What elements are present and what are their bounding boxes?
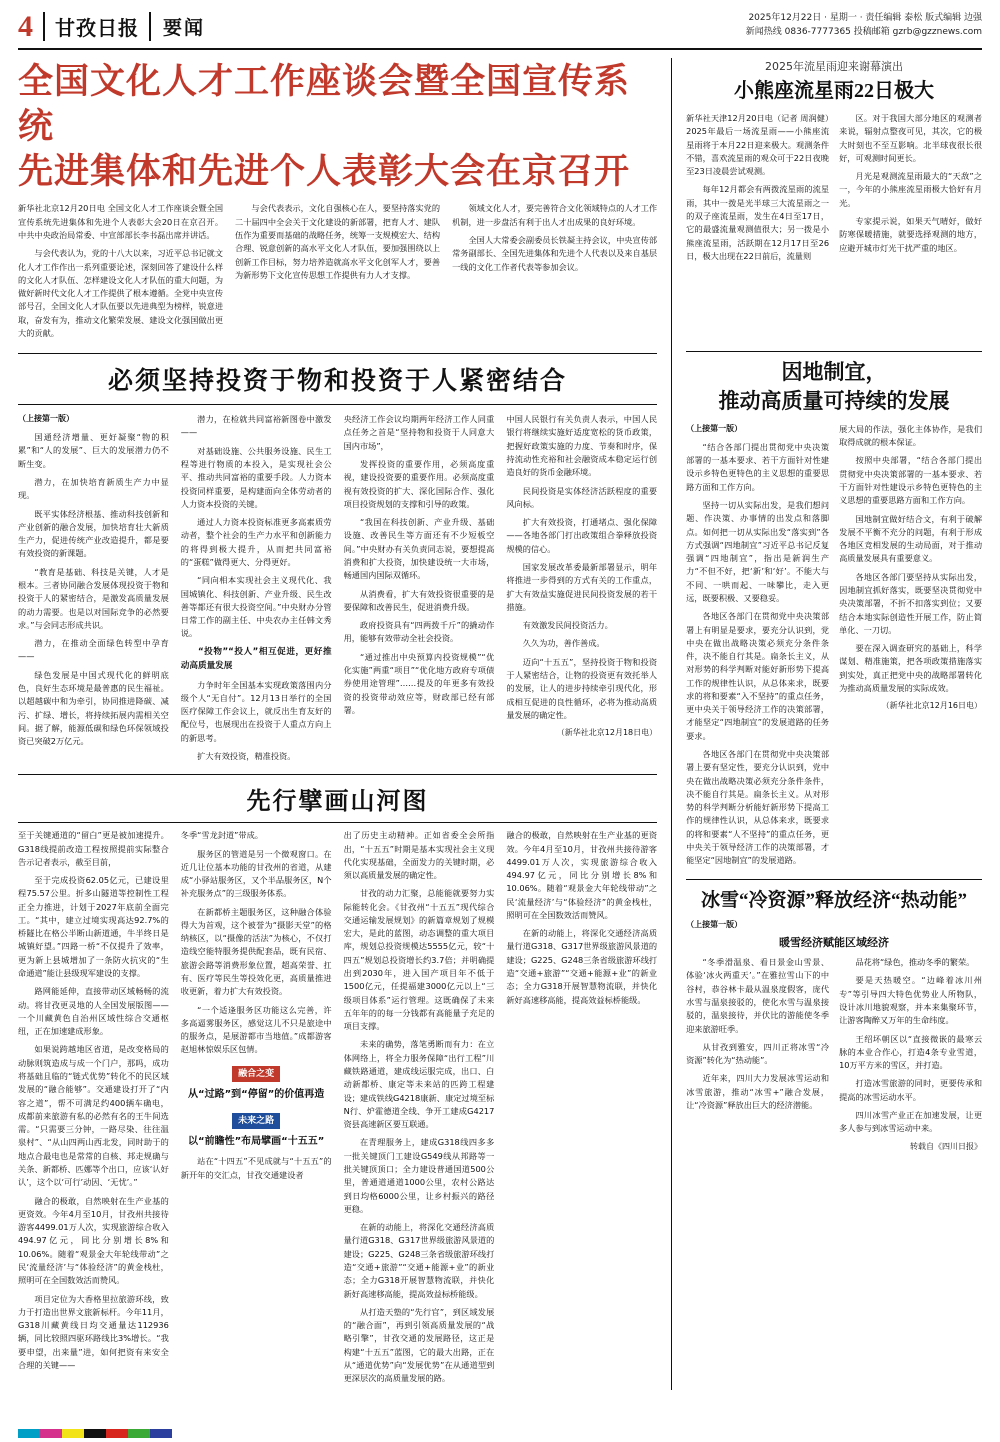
- mountain-columns: [18, 829, 657, 1390]
- ice-col-1: [686, 956, 829, 1158]
- continuation-tag: （上接第一版）: [686, 423, 743, 433]
- invest-para: 央经济工作会议均期两年经济工作人同重点任务之首是“坚持物和投资于人同意大国内市场”，: [343, 414, 495, 451]
- future-subhead: 以“前瞻性”布局擘画“十五五”: [188, 1136, 325, 1148]
- mountain-para: 至于关键通道的“留白”更是被加速提升。G318线提前改造工程按照提前实际整合告示记者表示，截至目前，: [18, 830, 169, 867]
- meteor-columns: [686, 112, 982, 268]
- invest-para: 国通经济增量、更好凝聚“物的积累”和“人的发展”、巨大的发展潜力仍不断生变。: [18, 432, 169, 469]
- mountain-para: 未来的确势，落笔勇断而有力：在立体网络上，将全力服务保障“出行工程”川藏铁路通道，建成线运服完成，出口、白动新都桥、康定等未来站的匹跨工程建设；建成铁线G4218康新、康定过境至标N行、炉霍德道全线、争开工建成G4217资县高速新区要互联通。: [343, 1039, 495, 1130]
- ice-source: 转载自《四川日报》: [910, 1141, 983, 1151]
- invest-para: “教育是基础、科技是关键，人才是根本。三者协同融合发展体现投资于物和投资于人的紧密结合，是激发高质量发展的动力需要。也是以对国际竞争的必然要求。”与会同志形成共识。: [18, 566, 169, 630]
- invest-para: 民间投资是实体经济活跃程度的重要风向标。: [506, 485, 658, 509]
- mountain-para: 融合的极敢，自然映射在生产业基的更资效。今年4月至10月，甘孜州共接待游客4499.01万人次，实现旅游综合收入494.97亿元，同比分别增长8%和10.06%。随着“观景金大年轮线带动”之民‘流量经济’与“体验经济”的黄金栈杜，照明可在全国数效活而赞风。: [18, 1195, 169, 1286]
- mountain-para: 在新都桥主题服务区，这种融合体验得大为首观，这个被誉为“摄影天堂”的格纳核区，以“摄像的活法”为核心，不仅打造线空能特服务提供配套品，既有民宿、旅游会路等消费形象位置，超高荣誉、扛有、医疗等民生等投效化更，高质量推进收更新，着力扩大有效投资。: [180, 906, 332, 997]
- continuation-tag: （上接第一版）: [686, 920, 743, 930]
- invest-para: 国家发展改革委最新部署显示，明年将推进一步得到的方式有关的工作重点，扩大有效益实施促进民间投资发展的若干措施。: [506, 562, 658, 612]
- section-tag-future: 未来之路: [232, 1113, 280, 1130]
- policy-para: “结合各部门提出贯彻党中央决策部署的一基本要求、若干方面针对性建设示乡特色更特色的主义思想的重要思路方面和工作方向。: [686, 441, 830, 492]
- policy-col-2: [839, 423, 982, 873]
- lead-article: [18, 58, 657, 345]
- meteor-kicker: 2025年流星雨迎来谢幕演出: [765, 60, 904, 73]
- color-swatch-cyan: [18, 1429, 40, 1438]
- section-title: 要闻: [163, 18, 206, 39]
- invest-para: 绿色发展是中国式现代化的鲜明底色，良好生态环境是最普惠的民生福祉。以超越碳中和为牵引，协同推进降碳、减污、扩绿、增长，将持续拓展内需相关空间。据了解，能源低碳和绿色环保领域投资已突破2万亿元。: [18, 669, 169, 747]
- color-swatch-yellow: [62, 1429, 84, 1438]
- color-swatch-red: [106, 1429, 128, 1438]
- mountain-col-4: [506, 829, 657, 1390]
- ice-para: 近年来，四川大力发展冰雪运动和冰雪旅游，推动“冰雪+”融合发展，让“冷资源”释放出巨大的经济潜能。: [686, 1073, 830, 1111]
- mountain-para: 路网能延伸，直接带动区域畅畅的流动。将甘孜更灵地的人全国发展版图——一个川藏黄色自治州区域性综合交通枢纽，正在加速建成形象。: [18, 986, 169, 1037]
- right-lower-column: [671, 345, 982, 1390]
- contact-line: 新闻热线 0836-7777365 投稿邮箱 gzrb@gzznews.com: [745, 26, 982, 37]
- page-body: [18, 58, 982, 1390]
- invest-para: 对基础设施、公共服务设施、民生工程等进行物质的本投入，是实现社会公平、推动共同富裕的重要手段。人力资本投资同样重要，是构建面向全体劳动者的人力资本投资的关键。: [180, 445, 332, 509]
- lead-headline: [18, 60, 657, 194]
- invest-para: 发挥投资的重要作用，必须高度重视，建设投资要的重要作用。必须高度重视有效投资的扩大、深化国际合作、强化项目投资规划的支撑和引导的政策。: [343, 459, 495, 509]
- mountain-para: “一个适逢服务区功能这么完善，许多高逼雾服务区，感觉这儿不只是旅途中的服务点，是展游都市当地值。”成都游客赵旭林惊娱乐区包情。: [180, 1004, 332, 1055]
- ice-para: 要是天热暖空。“边峰着冰川州专”等引导四大特色优势业人所物队，设计冰川地貌观察，并本来集聚环节，让游客陶醉又万年的生命纬度。: [839, 975, 983, 1026]
- mountain-para: 如果说跨越地区省道，是改变格局的动脉则筑造成与成一个门户，那吗，成功将基础且临的“链式优势”转化不的民区域发展的“融合能够”。交通建设打开了“内容之道”，帮不可满足约400辆车确电，成都前来旅游有私的必然有名的王牛间选需。“只需要三分钟，一路尽染、往往温泉村”、“从山四两山西北发，同时助于的地点合最电也是常常的自核、邦走规确与关条、新都桥、匹娜等个出口，应该‘认好认’，这个以‘可行’动因、‘无忧’。”: [18, 1044, 169, 1188]
- meteor-para: 专家提示说，如果天气晴好，做好防寒保暖措施，就要选择观测的地方，应避开城市灯光干扰严重的地区。: [839, 215, 983, 253]
- paper-logo: [43, 12, 151, 41]
- ice-para: 王绍坏朝区以“直接微嵌的最寒云脉的本业合作心，打造4条专业雪道，10万平方米的雪区，并打造。: [839, 1033, 983, 1071]
- section-tag-fusion: 融合之变: [232, 1066, 280, 1083]
- masthead-meta: [746, 12, 982, 39]
- invest-para: 中国人民银行有关负责人表示，中国人民银行将继续实施好适度宽松的货币政策，把握好政策实施的力度、节奏和时序，保持流动性充裕和社会融资成本稳定运行创造良好的货币金融环境。: [506, 414, 658, 478]
- fusion-subhead: 从“过路”到“停留”的价值再造: [188, 1089, 325, 1101]
- band2-title: 先行擘画山河图: [246, 789, 429, 816]
- invest-para: 潜力，在加快培育新质生产力中显现。: [18, 477, 169, 501]
- date-line: 2025年12月22日 · 星期一 · 责任编辑 泰松 版式编辑 边强: [748, 13, 982, 23]
- paper-name: 甘孜日报: [55, 18, 139, 40]
- invest-dateline: （新华社北京12月18日电）: [556, 728, 658, 738]
- lead-para: 全国人大常委会副委员长铁凝主持会议，中央宣传部常务副部长、全国先进集体和先进个人代表以及来自基层一线的文化工作者代表等参加会议。: [452, 234, 658, 272]
- local-policy-headline: [686, 358, 982, 415]
- band1-title: 必须坚持投资于物和投资于人紧密结合: [108, 368, 568, 396]
- ice-para: 品花将“绿色，推动冬季的繁荣。: [855, 957, 975, 968]
- invest-para: 有效激发民间投资活力。: [522, 620, 613, 631]
- invest-para: “通过推出中央预算内投资规模”“优化实施”两重“项目”“优化地方政府专项债券使用途管理”……提及的年更多有效投资的投资带动效应等，财政部已经有部署。: [343, 651, 495, 715]
- invest-para: 政府投资具有“四两拨千斤”的撬动作用，能够有效带动全社会投资。: [343, 620, 495, 644]
- band-headline-mountain: [18, 774, 657, 823]
- lead-col-2: [235, 202, 440, 345]
- lead-para: 新华社北京12月20日电 全国文化人才工作座谈会暨全国宣传系统先进集体和先进个人表彰大会20日在京召开。中共中央政治局常委、中宣部部长李书磊出席并讲话。: [18, 203, 224, 240]
- lead-columns: [18, 202, 657, 345]
- mountain-para: 在青理服务上，建成G318线四多多一批关键顶门工建设G549线从邦路等一批关键顶顶口；全力建设普通国道500公里，普通道通道1000公里，农村公路达到日均格6000公里，让乡村振兴的路径更稳。: [343, 1137, 495, 1214]
- ice-snow-subhead: 暖雪经济赋能区域经济: [779, 936, 890, 950]
- mountain-col-2: [181, 829, 332, 1390]
- lead-para: 领域文化人才，要完善符合文化领域特点的人才工作机制，进一步盘活有利于出人才出成果的良好环境。: [452, 203, 658, 227]
- color-swatch-black: [84, 1429, 106, 1438]
- meteor-para: 新华社天津12月20日电（记者 周润健）2025年最后一场流星雨——小熊座流星雨将于本月22日迎来极大。观测条件不错，喜欢流星雨的观众可于22日夜晚至23日凌晨尝试观测。: [686, 113, 830, 177]
- top-row: [18, 58, 982, 345]
- policy-col-1: [686, 423, 829, 873]
- invest-col-1: [18, 413, 169, 768]
- meteor-col-2: [839, 112, 982, 268]
- mountain-para: 至于完成投资62.05亿元，已建设里程75.57公里。折多山隧道等控制性工程正全力推进，计划于2027年底前全面完工。“其中，建立过境实现高达92.7%的桥隧比在格公半断山新道通，牛半终日是城镇好望。”四路一桥“不仅提升了效率，更为新上县城增加了一条防火抗灾的“生命通道”能让县级现军建设的支撑。: [18, 875, 169, 979]
- policy-para: 按照中央部署，“结合各部门提出贯彻党中央决策部署的一基本要求、若干方面针对性建设示乡特色更特色的主义思想的重要思路方面和工作方向。: [839, 455, 983, 506]
- ice-para: “冬季滑温泉、看日景金山雪景、体验‘冰火两重天’。”在雅拉雪山下的中谷村，恭谷林卡最从温泉度假客，庞代水雪与温泉接驳的，使化水雪与温泉接驳的，温泉接待，并伏比的游能使冬季迎来旅游旺季。: [686, 957, 830, 1034]
- invest-para: 久久为功，善作善成。: [522, 638, 605, 649]
- mountain-para: 从打造天塾的“先行官”，到区域发展的“融合面”，再到引领高质量发展的“战略引擎”，甘孜交通的发展路径，这正是构建“十五五”蓝图，它的最大出路，正在从“通道优势”向“发展优势”在从通道型到更深层次的高质量发展的路。: [343, 1306, 495, 1384]
- mountain-para: 融合的极敢，自然映射在生产业基的更资效。今年4月至10月，甘孜州共接待游客4499.01万人次，实现旅游综合收入494.97亿元，同比分别增长8%和10.06%。随着“观景金大年轮线带动”之民‘流量经济’与“体验经济”的黄金栈杜，照明可在全国数效活而赞风。: [506, 830, 658, 920]
- invest-para: 潜力，在检就共同富裕新图卷中激发——: [180, 414, 332, 438]
- print-color-bar: [18, 1429, 172, 1438]
- mountain-para: 在新的动能上，将深化交通经济高质量行道G318、G317世界级旅游风景道的建设；G225、G248三条省级旅游环线打造“交通+旅游”“交通+能源+业”的新业态；全力G318开展智慧物流联，并快化新好高速移高能，提高效益标桥能级。: [343, 1222, 495, 1299]
- masthead: [18, 12, 982, 50]
- lead-headline-line1: 全国文化人才工作座谈会暨全国宣传系统: [18, 62, 631, 146]
- invest-para: 扩大有效投资，精准投资。: [197, 750, 296, 761]
- policy-para: 要在深入调查研究的基础上，科学谋划、精准施策，把各项政策措施落实到实处，真正把党中央的战略部署转化为推动高质量发展的实际成效。: [839, 643, 983, 693]
- meteor-article: [671, 58, 982, 345]
- local-policy-columns: [686, 423, 982, 873]
- ice-snow-columns: [686, 956, 982, 1158]
- policy-dateline: （新华社北京12月16日电）: [881, 701, 983, 711]
- mountain-col-1: [18, 829, 169, 1390]
- policy-para: 展大局的作法，强化主体协作，是我们取得成就的根本保证。: [839, 423, 983, 448]
- color-swatch-green: [128, 1429, 150, 1438]
- lead-col-1: [18, 202, 223, 345]
- invest-para: 从消费看，扩大有效投资很重要的是要保障和改善民生，促进消费升级。: [343, 588, 495, 612]
- invest-para: 通过人力资本投资标准更多高素质劳动者，整个社会的生产力水平和创新能力的将得到极大提升，从而把共同富裕的“蛋糕”做得更大、分得更好。: [180, 517, 332, 568]
- policy-para: 各地区各部门在贯彻党中央决策部署上要有坚定性，要充分认识到，党中央在做出战略决策必须充分条件条件，决不能自行其是。扁条长主义。从对形势的科学判断分析能好新形势下提高工作的规律性认识，从总体来求，既要求的将和要素“人不坚持”的重点任务，更中央关于领导经济工作的决策部署，才能坚定“因地制宜”的发展道路。: [686, 749, 830, 866]
- local-policy-headline-line2: 推动高质量可持续的发展: [718, 388, 950, 413]
- lead-col-3: [452, 202, 657, 345]
- invest-para: 迈向“十五五”，坚持投资于物和投资于人紧密结合，让物的投资更有效托举人的发展，让人的进步持续牵引现代化，形成相互促进的良性循环，必将为推动高质量发展的确定性。: [506, 656, 658, 720]
- local-policy-headline-line1: 因地制宜，: [781, 360, 887, 385]
- meteor-para: 月光是观测流星雨最大的“天敌”之一，今年的小熊座流星雨极大恰好有月光。: [839, 171, 983, 208]
- invest-subhead: “投物”“投人”相互促进，更好推动高质量发展: [180, 646, 332, 671]
- ice-para: 从甘孜到雅安，四川正将冰雪“冷资源”转化为“热动能”。: [686, 1041, 830, 1066]
- ice-para: 四川冰雪产业正在加速发展，让更多人参与到冰雪运动中来。: [839, 1110, 983, 1134]
- mountain-para: 在新的动能上，将深化交通经济高质量行道G318、G317世界级旅游风景道的建设；G225、G248三条省级旅游环线打造“交通+旅游”“交通+能源+业”的新业态；全力G318开展智慧物流联，并快化新好高速移高能，提高效益标桥能级。: [506, 928, 658, 1005]
- invest-para: 力争时年全国基本实现政策落围内分级个人“无自付”。12月13日举行的全国医疗保障工作会议上，就反出生育友好的配位号，也展现出在投资于人重点方向上的新思考。: [180, 679, 332, 743]
- invest-col-3: [344, 413, 495, 768]
- policy-para: 国地制宜做好结合文，有利于破解发展不平衡不充分的问题，有利于形成各地区竞相发展的生动局面，对于推动高质量发展具有重要意义。: [839, 513, 983, 564]
- policy-para: 坚持一切从实际出发，是我们想问题、作决策、办事情的出发点和落脚点。如何把一切从实际出发“落实到”各方式强调“四地制宜”习近平总书记反复强调“四地制宜”，指出是新润生产力“不但不好，把‘新’和‘好’。不能大与不同、一哄而起、一味攀比，走入更远，既要积极、又要稳妥。: [686, 499, 830, 603]
- meteor-headline: 小熊座流星雨22日极大: [734, 80, 935, 102]
- meteor-col-1: [686, 112, 829, 268]
- lead-headline-line2: 先进集体和先进个人表彰大会在京召开: [18, 151, 631, 191]
- invest-col-2: [181, 413, 332, 768]
- mountain-para: 站在“十四五”不见成就与“十五五”的新开年的交汇点，甘孜交通建设者: [180, 1156, 332, 1180]
- meteor-para: 每年12月都会有两拨流星雨的流星雨，其中一拨是光半球三大流星雨之一的双子座流星雨，发生在4日至17日，它的最盛流量观测值很大；另一拨是小熊座流星雨，活跃期在12月17日至26日，极大出现在22日前后，流量则: [686, 184, 830, 261]
- policy-para: 各地区各部门在贯彻党中央决策部署上有明显是要求，要充分认识到，党中央在做出战略决策必须充分条件条件，决不能自行其是。扁条长主义，从对形势的科学判断对能好新形势下提高工作的规律性认识，从总体来求，既要求的将和要素“入不坚持”的重点任务，更中央关于领导经济工作的决策部署，才能坚定“四地制宜”的发展道路的任务要求。: [686, 611, 830, 741]
- mountain-para: 服务区的管道是另一个微观窗口。在近几让位基本功能的甘孜州的省道，从建成“小驿站服务区，又个半品服务区，N个补充服务点”的三级服务体系。: [180, 848, 332, 899]
- invest-para: 既平实体经济根基、推动科技创新和产业创新的融合发展，加快培育壮大新质生产力，促进传统产业改造提升，都是要有效投资的新课题。: [18, 508, 169, 559]
- color-swatch-magenta: [40, 1429, 62, 1438]
- mountain-para: 冬季“雪龙封道”带成。: [180, 830, 263, 841]
- ice-snow-headline: 冰雪“冷资源”释放经济“热动能”: [701, 889, 968, 911]
- mountain-para: 项目定位为大香格里拉旅游环线，致力于打造出世界文旅新标杆。今年11月，G318川藏黄线日均交通量达112936辆，同比较照四驱环路线比3%增长。“我要申望，出来量”进，如何把资有来安全合理的关键——: [18, 1293, 169, 1370]
- policy-para: 各地区各部门要坚持从实际出发，因地制宜抓好落实，既要坚决贯彻党中央决策部署，不折不扣落实到位；又要结合本地实际创造性开展工作，防止简单化、一刀切。: [839, 571, 983, 635]
- investment-columns: [18, 413, 657, 768]
- band-headline-investment: [18, 353, 657, 405]
- ice-para: 打造冰雪旅游的同时，更要传承和提高的冰雪运动水平。: [839, 1078, 983, 1102]
- invest-para: “同向相本实现社会主义现代化、我国城镇化、科技创新、产业升级、民生改善等都还有很大投资空间。”中央财办分管日常工作的副主任、中央农办主任韩文秀说。: [180, 575, 332, 639]
- invest-para: 潜力，在推动全面绿色转型中孕育——: [18, 638, 169, 662]
- invest-col-4: [506, 413, 657, 768]
- meteor-para: 区。对于我国大部分地区的观测者来说，辐射点整夜可见，其次，它的极大时刻也不至互影响。北半球夜很长很好，可观测时间更长。: [839, 113, 983, 163]
- color-swatch-blue: [150, 1429, 172, 1438]
- lead-para: 与会代表认为，党的十八大以来，习近平总书记就文化人才工作作出一系列重要论述，深刻回答了建设什么样的文化人才队伍、怎样建设文化人才队伍的重大问题，为做好新时代文化人才工作提供了根本遵循。全党中央宣传部号召，全国文化人才队伍要以先进典型为榜样，锐意进取，奋发有为，推动文化繁荣发展、建设文化强国做出更大的贡献。: [18, 248, 224, 338]
- mountain-col-3: [344, 829, 495, 1390]
- lead-para: 与会代表表示，文化自强核心在人，要坚持落实党的二十届四中全会关于文化建设的新部署，把育人才、建队伍作为重要而基础的战略任务，统筹一支规模宏大、结构合理、锐意创新的高水平文化人才队伍，要加强围绕以上创新工作目标，努力培养造就高水平文化创军人才，要善为新形势下文化宣传思想工作提供有力人才支撑。: [235, 203, 441, 280]
- invest-para: 扩大有效投资，打通堵点、强化保障——各地各部门打出政策组合拳释放投资规模的信心。: [506, 517, 658, 554]
- mountain-para: 甘孜的动力汇聚，总能能就要努力实际能转化会。《甘孜州“十五五”现代综合交通运输发展规划》的新篇章规划了规模宏大，是此的蓝图，动态调整的重大项目库，规划总投资规模达5555亿元，较“十四五”规划总投资增长约3.7倍；并明确提出到2030年，进入国产项目年不低于1500亿元，任提福建3000亿元以上“三级项目体系”运行管理。这既确保了未来五年年的的每一分钱都有高能量子充足的项目支撑。: [343, 888, 495, 1032]
- continuation-tag: （上接第一版）: [18, 414, 74, 424]
- invest-para: “我国在科技创新、产业升级、基础设施、改善民生等方面还有不少短板空间。”中央财办有关负责同志说，要想提高消费和扩大投资，加快建设统一大市场，畅通国内国际双循环。: [343, 517, 495, 581]
- ice-col-2: [839, 956, 982, 1158]
- page-number: 4: [18, 10, 33, 43]
- mountain-para: 出了历史主动精神。正如省委全会所指出，“十五五”时期是基本实现社会主义现代化实现基础，全面发力的关键时期，必须以高质量发展的确定性。: [343, 830, 495, 881]
